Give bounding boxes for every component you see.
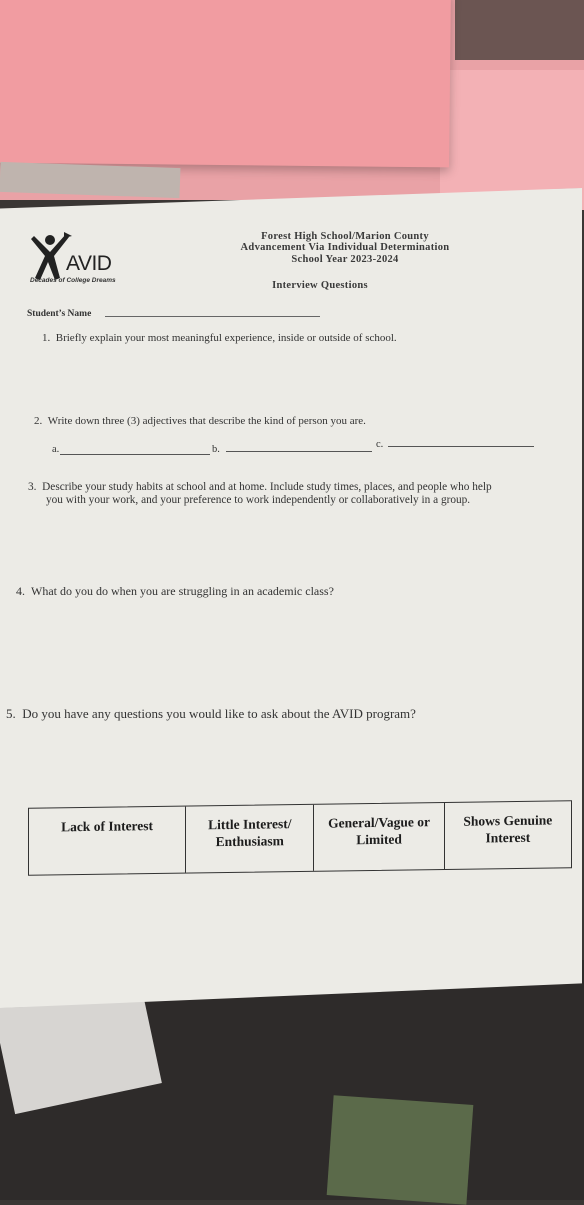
rubric-general-vague[interactable]: General/Vague or Limited: [314, 803, 444, 871]
pink-folder: [0, 0, 451, 167]
question-3: 3. Describe your study habits at school and at home. Include study times, places, and people who help you with your work, and your preference to work independently or collaboratively in a group.: [28, 481, 492, 506]
program-name: Advancement Via Individual Determination: [240, 242, 450, 253]
adjective-field-c[interactable]: [388, 446, 534, 447]
question-4: 4. What do you do when you are struggling in an academic class?: [16, 584, 334, 598]
question-1: 1. Briefly explain your most meaningful experience, inside or outside of school.: [42, 332, 397, 344]
rubric-little-interest[interactable]: Little Interest/ Enthusiasm: [186, 805, 314, 873]
question-2: 2. Write down three (3) adjectives that describe the kind of person you are.: [34, 415, 366, 427]
blank-label-c: c.: [376, 439, 384, 450]
page-title: Interview Questions: [272, 280, 368, 291]
logo-tagline: Decades of College Dreams: [30, 277, 116, 284]
green-object: [327, 1095, 474, 1205]
blank-label-b: b.: [212, 444, 220, 455]
blank-label-a: a.: [52, 444, 60, 455]
school-name: Forest High School/Marion County: [261, 231, 429, 242]
rubric-lack-of-interest[interactable]: Lack of Interest: [29, 807, 186, 875]
adjective-field-a[interactable]: [60, 454, 210, 455]
logo-wordmark: AVID: [66, 252, 112, 275]
adjective-field-b[interactable]: [226, 451, 372, 452]
school-year: School Year 2023-2024: [291, 254, 399, 265]
background-object: [455, 0, 584, 60]
paper-edge: [0, 162, 180, 198]
rubric-genuine-interest[interactable]: Shows Genuine Interest: [463, 812, 553, 846]
student-name-label: Student’s Name: [27, 309, 92, 319]
rubric-table: [28, 800, 572, 876]
question-5: 5. Do you have any questions you would like to ask about the AVID program?: [6, 706, 416, 721]
student-name-field[interactable]: [105, 316, 320, 317]
